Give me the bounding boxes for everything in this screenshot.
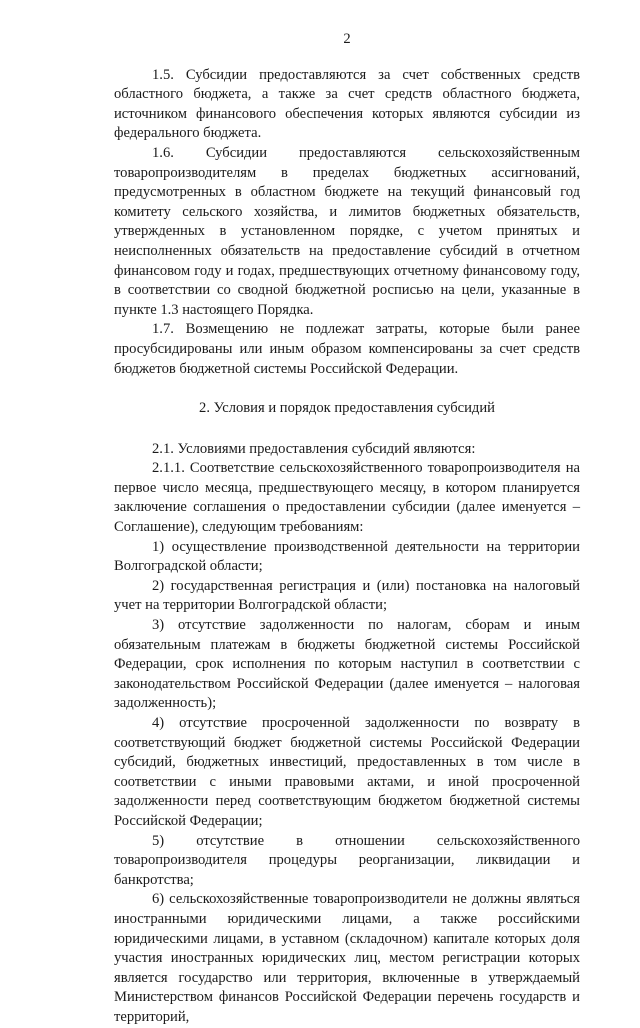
paragraph-1-5: 1.5. Субсидии предоставляются за счет собственных средств областного бюджета, а также за счет средств областного бюджета, источником финансового обеспечения которых являются субсидии из федерального бюджета. — [114, 66, 580, 142]
requirement-5: 5) отсутствие в отношении сельскохозяйственного товаропроизводителя процедуры реорганизации, ликвидации и банкротства; — [114, 832, 580, 888]
requirement-6: 6) сельскохозяйственные товаропроизводители не должны являться иностранными юридическими лицами, а также российскими юридическими лицами, в уставном (складочном) капитале которых доля участия иностранных юридических лиц, местом регистрации которых является государство или территория, включенные в утверждаемый Министерством финансов Российской Федерации перечень государств и территорий, — [114, 891, 580, 1025]
page-number: 2 — [343, 31, 351, 47]
section-heading: 2. Условия и порядок предоставления субсидий — [199, 400, 495, 417]
paragraph-2-1-1: 2.1.1. Соответствие сельскохозяйственного товаропроизводителя на первое число месяца, предшествующего месяцу, в котором планируется заключение соглашения о предоставлении субсидии (далее именуется – Соглашение), следующим требованиям: — [114, 460, 580, 536]
paragraph-1-6: 1.6. Субсидии предоставляются сельскохозяйственным товаропроизводителям в пределах бюджетных ассигнований, предусмотренных в областном бюджете на текущий финансовый год комитету сельского хозяйства, и лимитов бюджетных обязательств, утвержденных в установленном порядке, с учетом принятых и неисполненных обязательств на предоставление субсидий в отчетном финансовом году и годах, предшествующих отчетному финансовому году, в соответствии со сводной бюджетной росписью на цели, указанные в пункте 1.3 настоящего Порядка. — [114, 144, 580, 318]
requirement-1: 1) осуществление производственной деятельности на территории Волгоградской области; — [114, 538, 580, 575]
requirement-3: 3) отсутствие задолженности по налогам, сборам и иным обязательным платежам в бюджеты бюджетной системы Российской Федерации, срок исполнения по которым наступил в соответствии с законодательством Российской Федерации (далее именуется – налоговая задолженность); — [114, 617, 580, 712]
paragraph-1-7: 1.7. Возмещению не подлежат затраты, которые были ранее просубсидированы или иным образом компенсированы за счет средств бюджетов бюджетной системы Российской Федерации. — [114, 321, 580, 377]
requirement-4: 4) отсутствие просроченной задолженности по возврату в соответствующий бюджет бюджетной системы Российской Федерации субсидий, бюджетных инвестиций, предоставленных в том числе в соответствии с иными правовыми актами, и иной просроченной задолженности перед соответствующим бюджетом бюджетной системы Российской Федерации; — [114, 715, 580, 829]
requirement-2: 2) государственная регистрация и (или) постановка на налоговый учет на территории Волгоградской области; — [114, 577, 580, 614]
paragraph-2-1: 2.1. Условиями предоставления субсидий являются: — [152, 440, 476, 457]
